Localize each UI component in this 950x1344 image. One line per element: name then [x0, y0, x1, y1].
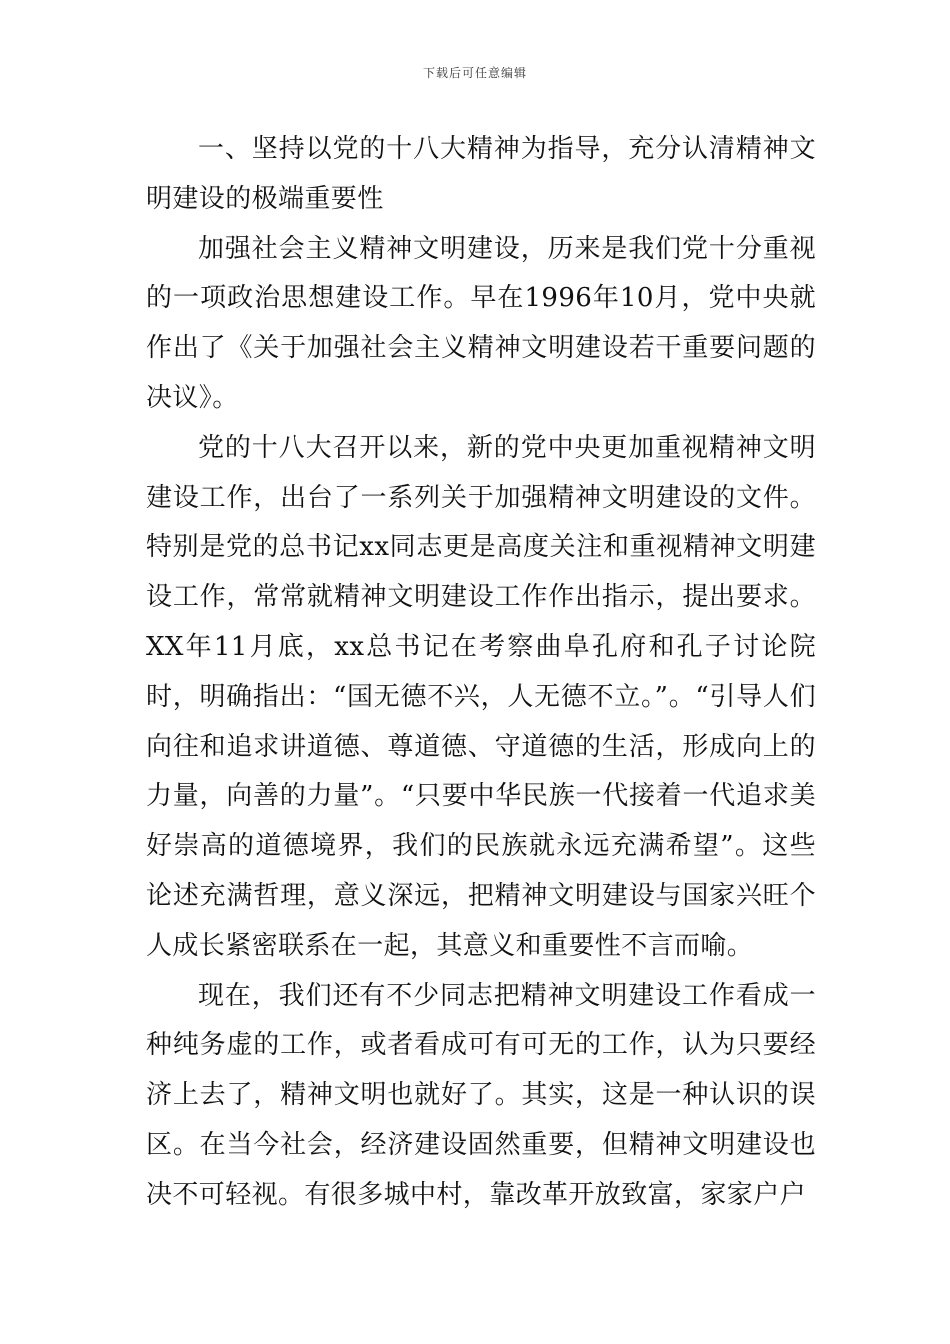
document-body — [146, 125, 816, 1221]
section-heading: 一、坚持以党的十八大精神为指导，充分认清精神文明建设的极端重要性 — [146, 134, 816, 214]
page-header-note: 下载后可任意编辑 — [422, 66, 527, 80]
paragraph-1: 加强社会主义精神文明建设，历来是我们党十分重视的一项政治思想建设工作。早在1996年10月，党中央就作出了《关于加强社会主义精神文明建设若干重要问题的决议》。 — [146, 233, 816, 413]
paragraph-2: 党的十八大召开以来，新的党中央更加重视精神文明建设工作，出台了一系列关于加强精神文明建设的文件。特别是党的总书记xx同志更是高度关注和重视精神文明建设工作，常常就精神文明建设工作作出指示，提出要求。XX年11月底，xx总书记在考察曲阜孔府和孔子讨论院时，明确指出：“国无德不兴，人无德不立。”。“引导人们向往和追求讲道德、尊道德、守道德的生活，形成向上的力量，向善的力量”。“只要中华民族一代接着一代追求美好崇高的道德境界，我们的民族就永远充满希望”。这些论述充满哲理，意义深远，把精神文明建设与国家兴旺个人成长紧密联系在一起，其意义和重要性不言而喻。 — [146, 432, 816, 961]
paragraph-3: 现在，我们还有不少同志把精神文明建设工作看成一种纯务虚的工作，或者看成可有可无的工作，认为只要经济上去了，精神文明也就好了。其实，这是一种认识的误区。在当今社会，经济建设固然重要，但精神文明建设也决不可轻视。有很多城中村，靠改革开放致富，家家户户 — [146, 980, 816, 1210]
